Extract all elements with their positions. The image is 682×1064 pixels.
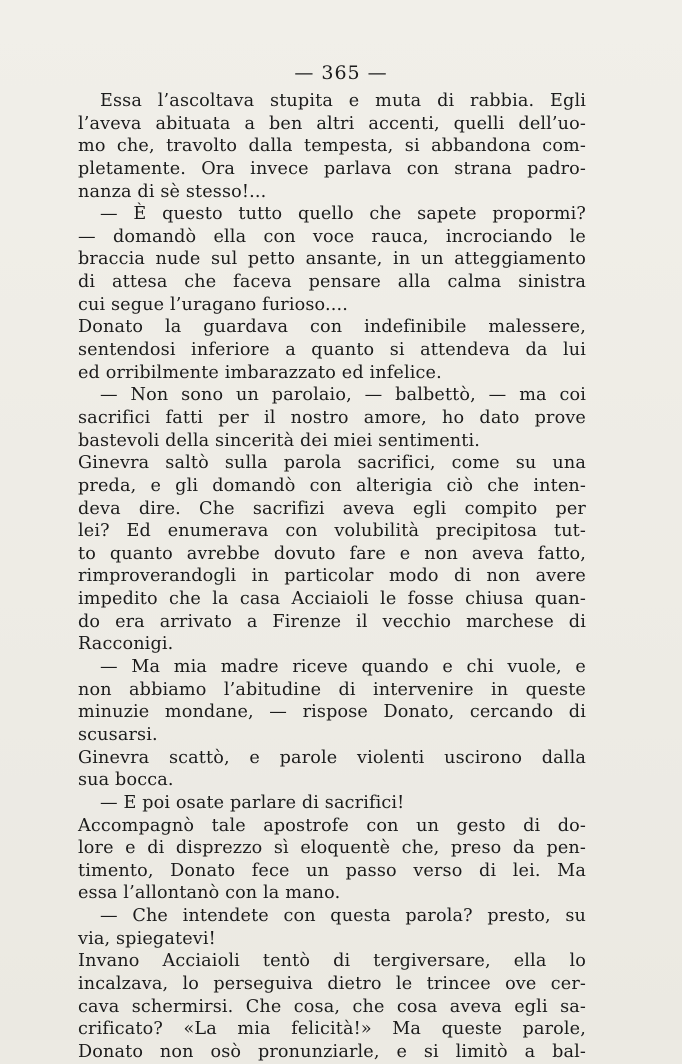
text-line: sacrifici fatti per il nostro amore, ho dato prove [78,407,586,428]
text-line: deva dire. Che sacrifizi aveva egli compito per [78,498,586,519]
text-line: sua bocca. [78,770,174,791]
text-line: mo che, travolto dalla tempesta, si abbandona com- [78,136,586,157]
text-line: scusarsi. [78,724,158,745]
text-line: Ginevra saltò sulla parola sacrifici, come su una [78,453,586,474]
text-line: bastevoli della sincerità dei miei sentimenti. [78,430,481,451]
text-line: Donato non osò pronunziarle, e si limitò a bal- [78,1041,586,1062]
text-line: l’aveva abituata a ben altri accenti, quelli dell’uo- [78,113,586,134]
text-line: Racconigi. [78,634,174,655]
text-line: — Ma mia madre riceve quando e chi vuole, e [100,657,586,678]
text-line: Invano Acciaioli tentò di tergiversare, ella lo [78,951,586,972]
text-line: lore e di disprezzo sì eloquentè che, preso da pen- [78,838,586,859]
text-line: pletamente. Ora invece parlava con strana padro- [78,158,586,179]
text-line: impedito che la casa Acciaioli le fosse chiusa quan- [78,589,586,610]
text-line: crificato? «La mia felicità!» Ma queste parole, [78,1019,586,1040]
text-line: — E poi osate parlare di sacrifici! [100,792,405,813]
text-line: non abbiamo l’abitudine di intervenire in queste [78,679,586,700]
text-line: via, spiegatevi! [78,928,216,949]
text-line: cava schermirsi. Che cosa, che cosa aveva egli sa- [78,996,586,1017]
text-line: do era arrivato a Firenze il vecchio marchese di [78,611,586,632]
text-line: to quanto avrebbe dovuto fare e non aveva fatto, [78,543,586,564]
text-line: — domandò ella con voce rauca, incrociando le [78,226,586,247]
text-line: — È questo tutto quello che sapete propormi? [100,204,586,225]
text-line: nanza di sè stesso!... [78,181,267,202]
text-line: minuzie mondane, — rispose Donato, cercando di [78,702,586,723]
text-line: essa l’allontanò con la mano. [78,883,341,904]
text-line: sentendosi inferiore a quanto si attendeva da lui [78,340,586,361]
text-line: Ginevra scattò, e parole violenti uscirono dalla [78,747,586,768]
text-line: di attesa che faceva pensare alla calma sinistra [78,272,586,293]
text-line: — Non sono un parolaio, — balbettò, — ma coi [100,385,586,406]
text-line: timento, Donato fece un passo verso di lei. Ma [78,860,586,881]
text-line: incalzava, lo perseguiva dietro le trincee ove cer- [78,973,586,994]
text-line: Essa l’ascoltava stupita e muta di rabbia. Egli [100,91,586,111]
text-line: ed orribilmente imbarazzato ed infelice. [78,362,442,383]
body-text [78,90,586,1064]
text-line: Accompagnò tale apostrofe con un gesto di do- [78,815,586,836]
text-line: preda, e gli domandò con alterigia ciò che inten- [78,475,586,496]
text-line: cui segue l’uragano furioso.... [78,294,348,315]
text-line: Donato la guardava con indefinibile malessere, [78,317,586,338]
text-line: lei? Ed enumerava con volubilità precipitosa tut- [78,521,586,542]
text-line: rimproverandogli in particolar modo di non avere [78,566,586,587]
text-line: — Che intendete con questa parola? presto, su [100,906,586,927]
text-line: braccia nude sul petto ansante, in un atteggiamento [78,249,586,270]
page-number: — 365 — [294,62,388,84]
